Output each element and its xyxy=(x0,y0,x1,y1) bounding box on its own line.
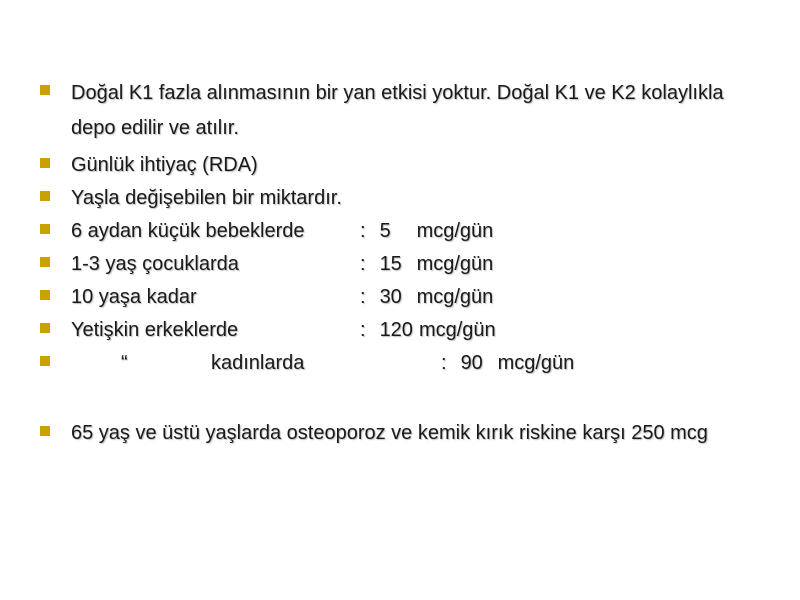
square-bullet-icon xyxy=(40,158,50,168)
dosage-group: Yetişkin erkeklerde xyxy=(71,319,239,341)
dosage-colon: : xyxy=(360,319,366,341)
dosage-unit: mcg/gün xyxy=(416,286,494,308)
dosage-group: 1-3 yaş çocuklarda xyxy=(71,253,239,275)
dosage-unit: mcg/gün xyxy=(416,220,494,242)
square-bullet-icon xyxy=(40,191,50,201)
dosage-value: 90 xyxy=(460,352,483,374)
bullet-item-k1-safety xyxy=(40,76,760,146)
square-bullet-icon xyxy=(40,257,50,267)
square-bullet-icon xyxy=(40,224,50,234)
dosage-value: 5 xyxy=(379,220,391,242)
dosage-group: kadınlarda xyxy=(211,352,305,374)
bullet-list xyxy=(40,76,760,450)
dosage-unit: mcg/gün xyxy=(418,319,496,341)
dosage-row-until-10 xyxy=(40,281,760,314)
bullet-text: 65 yaş ve üstü yaşlarda osteoporoz ve kemik kırık riskine karşı 250 mcg xyxy=(71,422,708,444)
dosage-group: 10 yaşa kadar xyxy=(71,286,197,308)
bullet-item-age-variation xyxy=(40,182,760,215)
dosage-colon: : xyxy=(360,286,366,308)
ditto-mark: “ xyxy=(121,352,128,374)
square-bullet-icon xyxy=(40,323,50,333)
dosage-value: 120 xyxy=(379,319,413,341)
dosage-row-adult-women xyxy=(40,347,760,380)
bullet-text: Günlük ihtiyaç (RDA) xyxy=(71,154,258,176)
dosage-row-children xyxy=(40,248,760,281)
square-bullet-icon xyxy=(40,85,50,95)
bullet-item-osteoporosis xyxy=(40,417,760,450)
bullet-text: Yaşla değişebilen bir miktardır. xyxy=(71,187,342,209)
bullet-item-rda xyxy=(40,149,760,182)
dosage-unit: mcg/gün xyxy=(497,352,575,374)
square-bullet-icon xyxy=(40,290,50,300)
bullet-text: Doğal K1 fazla alınmasının bir yan etkisi yoktur. Doğal K1 ve K2 kolaylıkla depo edilir ve atılır. xyxy=(71,82,724,139)
dosage-colon: : xyxy=(360,253,366,275)
dosage-row-infants xyxy=(40,215,760,248)
dosage-unit: mcg/gün xyxy=(416,253,494,275)
square-bullet-icon xyxy=(40,426,50,436)
dosage-row-adult-men xyxy=(40,314,760,347)
dosage-colon: : xyxy=(441,352,447,374)
dosage-value: 30 xyxy=(379,286,402,308)
square-bullet-icon xyxy=(40,356,50,366)
dosage-value: 15 xyxy=(379,253,402,275)
dosage-colon: : xyxy=(360,220,366,242)
dosage-group: 6 aydan küçük bebeklerde xyxy=(71,220,305,242)
